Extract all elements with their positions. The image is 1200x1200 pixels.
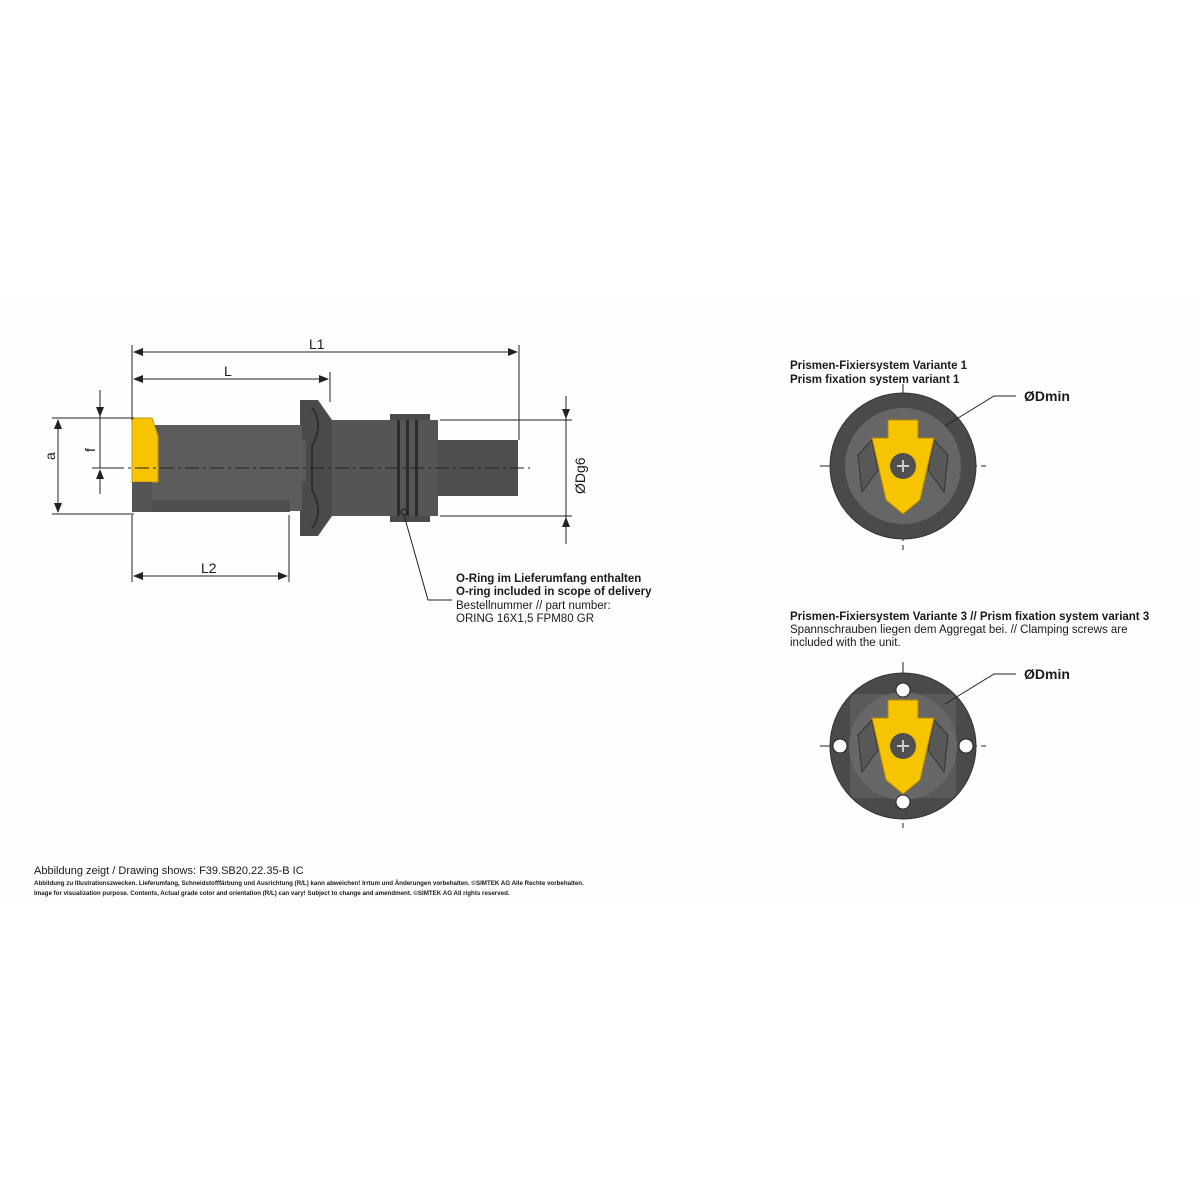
variant3-front-view [820,662,986,828]
variant1-title-en: Prism fixation system variant 1 [790,374,960,386]
oring-note-en: O-ring included in scope of delivery [456,586,652,598]
variant3-note-1: Spannschrauben liegen dem Aggregat bei. // Clamping screws are [790,624,1128,636]
variant3-title: Prismen-Fixiersystem Variante 3 // Prism fixation system variant 3 [790,611,1150,623]
drawing-shows: Abbildung zeigt / Drawing shows: F39.SB20.22.35-B IC [34,865,304,877]
label-f: f [82,448,98,452]
label-l1: L1 [309,336,325,352]
insert [132,418,158,482]
label-l2: L2 [201,560,217,576]
oring-partnumber: ORING 16X1,5 FPM80 GR [456,613,595,625]
oring-note-de: O-Ring im Lieferumfang enthalten [456,573,642,585]
disclaimer-de: Abbildung zu Illustrationszwecken. Lieferumfang, Schneidstofffärbung und Ausrichtung (R/L) kann abweichen! Irrtum und Änderungen vorbehalten. ©SIMTEK AG Alle Rechte vorbehalten. [34,880,584,887]
oring-partnumber-label: Bestellnummer // part number: [456,600,611,612]
disclaimer-en: Image for visualization purpose. Contents, Actual grade color and orientation (R/L) can vary! Subject to change and amendment. ©SIMTEK AG All rights reserved. [34,890,510,897]
variant3-dmin: ØDmin [1024,666,1070,682]
dim-f [92,390,110,494]
variant1-title-de: Prismen-Fixiersystem Variante 1 [790,360,968,372]
variant1-dmin: ØDmin [1024,388,1070,404]
label-dg6: ØDg6 [572,457,588,494]
variant3-note-2: included with the unit. [790,637,901,649]
dim-l [134,372,330,402]
dim-a [52,418,134,514]
variant1-front-view [820,384,986,550]
label-a: a [42,452,58,460]
label-l: L [224,363,232,379]
oring-leader [404,515,452,600]
